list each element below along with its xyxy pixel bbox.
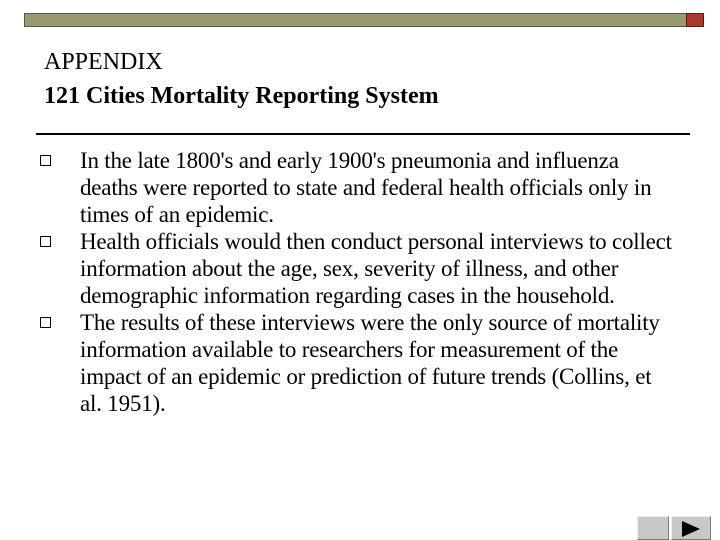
- slide-title: [44, 45, 439, 113]
- bullet-item: [36, 309, 676, 417]
- hollow-square-bullet-icon: [40, 236, 51, 247]
- bullet-item: [36, 228, 676, 309]
- blank-nav-button[interactable]: [637, 516, 669, 540]
- header-decoration-bar: [24, 13, 691, 27]
- bullet-text: In the late 1800's and early 1900's pneumonia and influenza deaths were reported to state and federal health officials only in times of an epidemic.: [80, 148, 652, 227]
- next-slide-button[interactable]: [671, 516, 711, 540]
- header-accent-square: [686, 13, 704, 27]
- play-triangle-icon: [682, 521, 700, 537]
- title-line-appendix: APPENDIX: [44, 49, 163, 75]
- bullet-list: [36, 147, 676, 417]
- hollow-square-bullet-icon: [40, 155, 51, 166]
- title-divider: [36, 133, 690, 135]
- bullet-item: [36, 147, 676, 228]
- hollow-square-bullet-icon: [40, 317, 51, 328]
- title-line-system: 121 Cities Mortality Reporting System: [44, 83, 439, 109]
- bullet-text: Health officials would then conduct personal interviews to collect information about the age, sex, severity of illness, and other demographic information regarding cases in the household.: [80, 229, 672, 308]
- bullet-text: The results of these interviews were the only source of mortality information available to researchers for measurement of the impact of an epidemic or prediction of future trends (Collins, et al. 1951).: [80, 310, 660, 416]
